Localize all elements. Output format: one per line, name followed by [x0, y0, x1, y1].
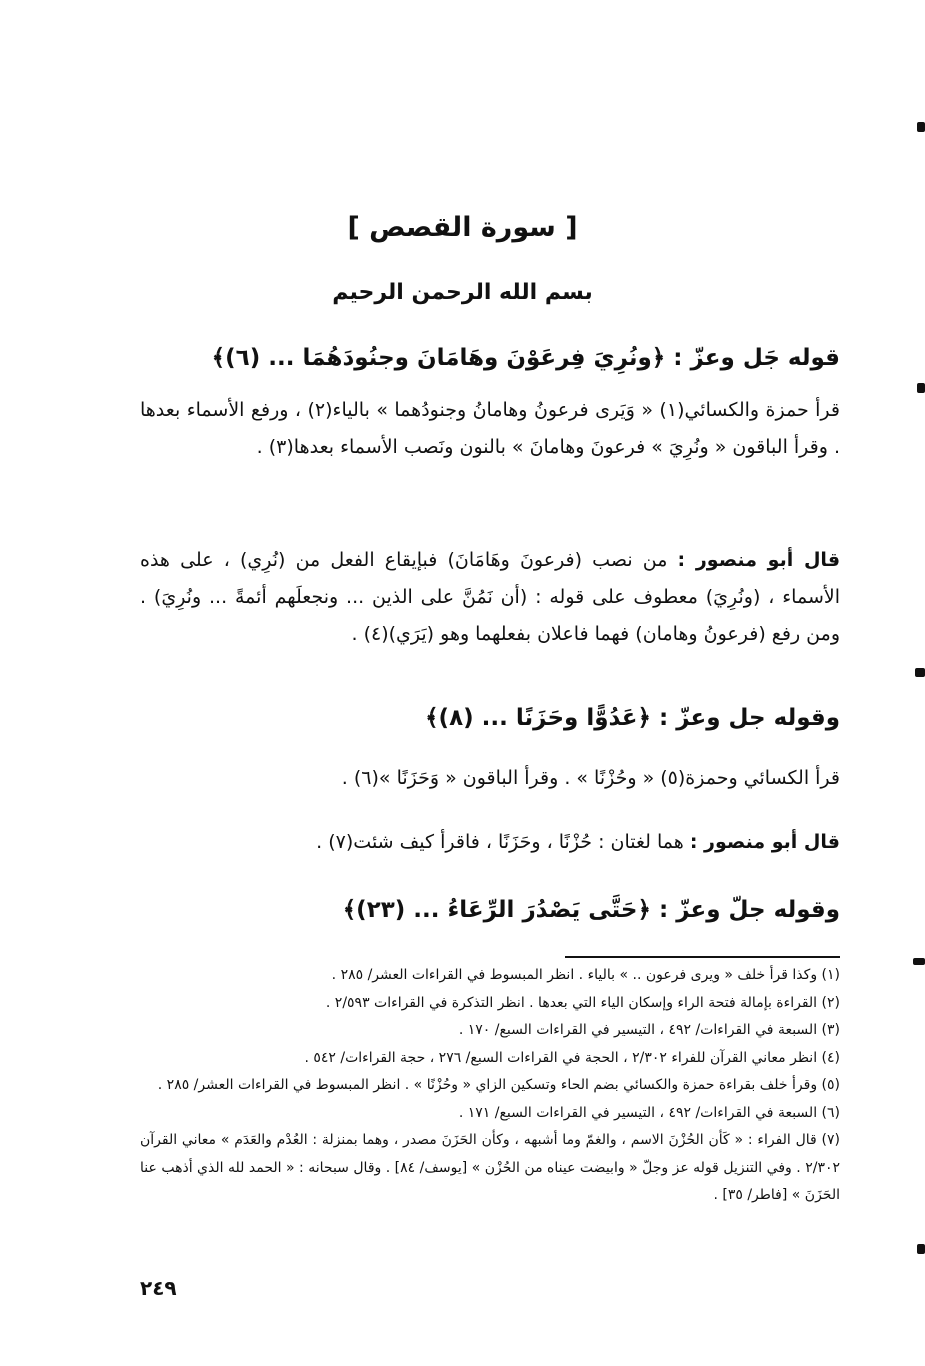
scan-mark	[913, 958, 925, 965]
scan-mark	[917, 122, 925, 132]
scan-mark	[917, 1244, 925, 1254]
paragraph-reading-1	[140, 392, 840, 466]
quran-verse-8: وقوله جل وعزّ : ﴿عَدُوًّا وحَزَنًا ... (٨)﴾	[425, 705, 840, 731]
paragraph-lead: قال أبو منصور :	[677, 549, 841, 571]
paragraph-text: قرأ حمزة والكسائي(١) « وَيَرى فرعونُ وهامانُ وجنودُهما » بالياء(٢) ، ورفع الأسماء بعدها . وقرأ الباقون « ونُرِيَ » فرعونَ وهامانَ » بالنون ونَصب الأسماء بعدها(٣) .	[140, 399, 840, 458]
footnote-6: (٦) السبعة في القراءات/ ٤٩٢ ، التيسير في القراءات السبع/ ١٧١ .	[458, 1104, 840, 1121]
footnotes	[140, 962, 840, 1210]
footnote-divider	[565, 956, 840, 958]
footnote-1: (١) وكذا قرأ خلف « ويرى فرعون .. » بالياء . انظر المبسوط في القراءات العشر/ ٢٨٥ .	[331, 967, 840, 983]
surah-title: [ سورة القصص ]	[347, 212, 578, 243]
basmala: بسم الله الرحمن الرحيم	[332, 280, 593, 305]
quran-verse-23: وقوله جلّ وعزّ : ﴿حَتَّى يَصْدُرَ الرِّعَاءُ ... (٢٣)﴾	[342, 897, 840, 923]
paragraph-text: هما لغتان : حُزْنًا ، وحَزَنًا ، فاقرأ كيف شئت(٧) .	[316, 831, 684, 853]
paragraph-text: من نصب (فرعونَ وهَامَانَ) فبإيقاع الفعل من (نُرِي) ، على هذه الأسماء ، (ونُرِيَ) معطوف على قوله : (أن نَمُنَّ على الذين ... ونجعلَهم أئمةً ... ونُرِيَ) . ومن رفع (فرعونُ وهامان) فهما فاعلان بفعلهما وهو (يَرَي)(٤) .	[140, 549, 840, 645]
paragraph-text: قرأ الكسائي وحمزة(٥) « وحُزْنًا » . وقرأ الباقون « وَحَزَنًا »(٦) .	[341, 767, 840, 789]
footnote-7: (٧) قال الفراء : « كَأن الحُزْنَ الاسم ، والغمّ وما أشبهه ، وكأن الحَزَنَ مصدر ، وهما بمنزلة : العُدْم والعَدَم » معاني القرآن ٢/٣٠٢ . وفي التنزيل قوله عز وجلّ « وابيضت عيناه من الحُزْن » [يوسف/ ٨٤] . وقال سبحانه : « الحمد لله الذي أذهب عنا الحَزَنَ » [فاطر/ ٣٥] .	[140, 1132, 840, 1203]
footnote-3: (٣) السبعة في القراءات/ ٤٩٢ ، التيسير في القراءات السبع/ ١٧٠ .	[458, 1022, 840, 1038]
page-number: ٢٤٩	[140, 1276, 177, 1300]
quran-verse-6: قوله جَل وعزّ : ﴿ونُرِيَ فِرعَوْنَ وهَامَانَ وجنُودَهُمَا ... (٦)﴾	[211, 345, 840, 371]
footnote-5: (٥) وقرأ خلف بقراءة حمزة والكسائي بضم الحاء وتسكين الزاي « وحُزْنًا » . انظر المبسوط في القراءات العشر/ ٢٨٥ .	[157, 1077, 840, 1093]
paragraph-reading-2	[140, 760, 840, 797]
paragraph-abu-mansur-1	[140, 542, 840, 653]
scan-mark	[917, 383, 925, 393]
scan-mark	[915, 668, 925, 677]
paragraph-lead: قال أبو منصور :	[689, 831, 840, 853]
footnote-2: (٢) القراءة بإمالة فتحة الراء وإسكان الياء التي بعدها . انظر التذكرة في القراءات ٢/٥٩٣ .	[325, 994, 840, 1011]
paragraph-abu-mansur-2	[140, 824, 840, 861]
footnote-4: (٤) انظر معاني القرآن للفراء ٢/٣٠٢ ، الحجة في القراءات السبع/ ٢٧٦ ، حجة القراءات/ ٥٤٢ .	[304, 1049, 840, 1066]
